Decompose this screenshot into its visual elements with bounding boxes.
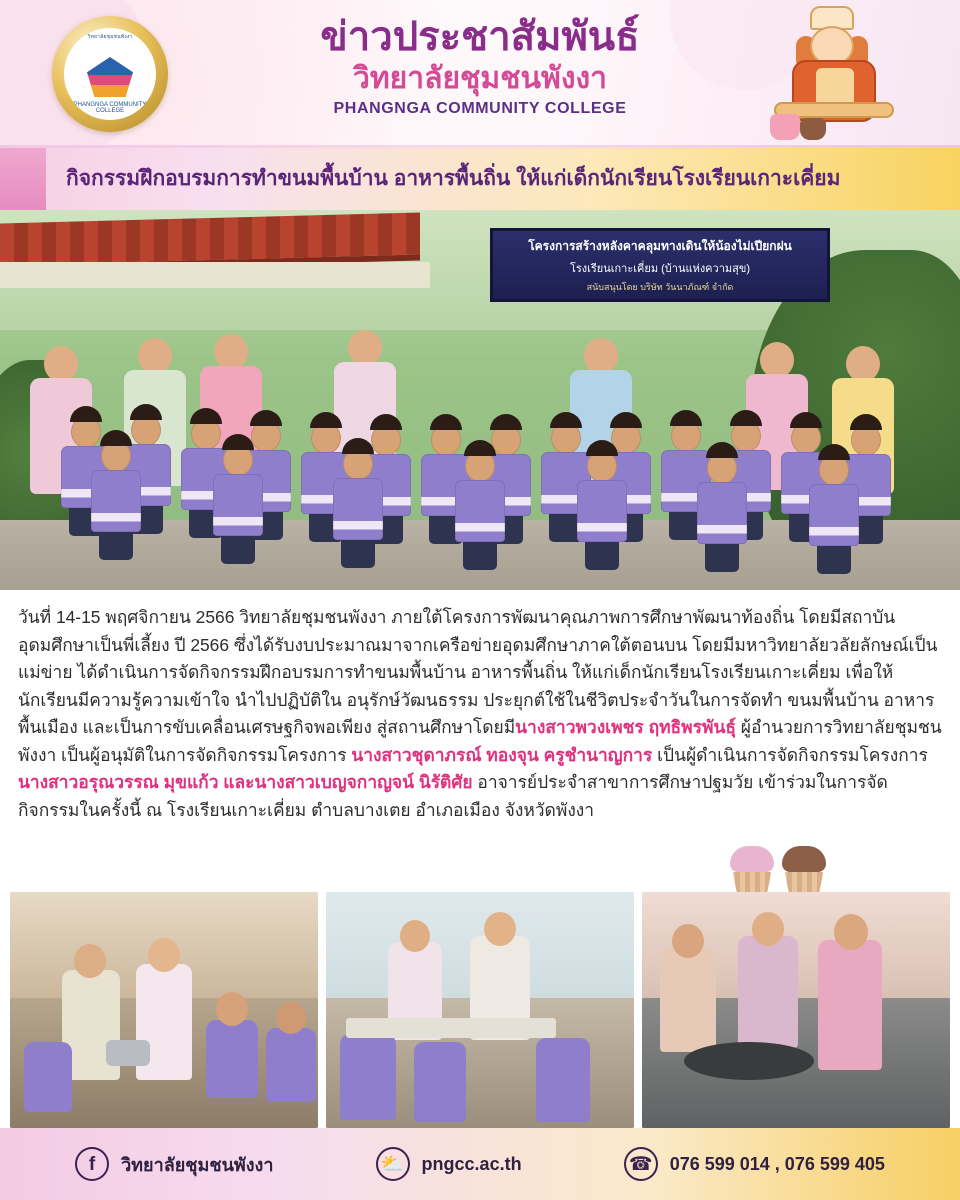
- hero-person-head: [584, 338, 618, 374]
- hero-student-legs: [817, 546, 851, 574]
- photo-person-head: [672, 924, 704, 958]
- hero-student: [452, 434, 508, 570]
- phone-icon: ☎: [624, 1147, 658, 1181]
- footer-facebook[interactable]: [75, 1147, 273, 1181]
- hero-student: [806, 438, 862, 574]
- poster-header: [0, 0, 960, 148]
- hero-student-legs: [463, 542, 497, 570]
- hero-student-shirt: [697, 482, 747, 544]
- hero-student-shirt: [809, 484, 859, 546]
- photo-pan-cooking-3: [642, 892, 950, 1128]
- cupcake-chocolate-icon: [800, 118, 826, 140]
- hero-student-hair: [430, 414, 462, 430]
- hero-student-hair: [100, 430, 132, 446]
- photo-person-head: [834, 914, 868, 950]
- hero-banner-line2: โรงเรียนเกาะเคี่ยม (บ้านแห่งความสุข): [569, 262, 751, 275]
- hero-banner-line1: โครงการสร้างหลังคาคลุมทางเดินให้น้องไม่เปียกฝน: [528, 238, 792, 253]
- page-title: ข่าวประชาสัมพันธ์: [320, 15, 640, 59]
- hero-student-hair: [670, 410, 702, 426]
- cupcake-pink-icon: [770, 114, 800, 140]
- article-text: ผู้อำนวยการวิทยาลัยชุมชนพังงา เป็นผู้อนุมัติในการจัดกิจกรรมโครงการ: [18, 717, 942, 765]
- photo-student-head: [216, 992, 248, 1026]
- hero-student-hair: [70, 406, 102, 422]
- photo-student: [24, 1042, 72, 1112]
- cupcake-chocolate-icon: [782, 846, 826, 892]
- hero-student-legs: [705, 544, 739, 572]
- photo-workshop-table-2: [326, 892, 634, 1128]
- photo-person-head: [752, 912, 784, 946]
- hero-photo: [0, 210, 960, 590]
- footer-phone[interactable]: [624, 1147, 885, 1181]
- headline-banner: [0, 148, 960, 210]
- photo-student: [536, 1038, 590, 1122]
- hero-student-legs: [341, 540, 375, 568]
- photo-table: [346, 1018, 556, 1038]
- headline-text: กิจกรรมฝึกอบรมการทำขนมพื้นบ้าน อาหารพื้นถิ่น ให้แก่เด็กนักเรียนโรงเรียนเกาะเคี่ยม: [66, 167, 841, 191]
- photo-teacher-head: [400, 920, 430, 952]
- article-highlight-name: นางสาวพวงเพชร ฤทธิพรพันธุ์: [515, 717, 736, 737]
- hero-person-head: [846, 346, 880, 382]
- article-text: อาจารย์ประจำสาขาการศึกษาปฐมวัย เข้าร่วมในการจัดกิจกรรมในครั้งนี้ ณ โรงเรียนเกาะเคี่ยม ตำบลบางเตย อำเภอเมือง จังหวัดพังงา: [18, 772, 888, 820]
- hero-person-head: [214, 334, 248, 370]
- chef-mascot-icon: [766, 6, 916, 146]
- article-text: วันที่ 14-15 พฤศจิกายน 2566 วิทยาลัยชุมชนพังงา ภายใต้โครงการพัฒนาคุณภาพการศึกษาพัฒนาท้องถิ่น โดยมีสถาบันอุดมศึกษาเป็นพี่เลี้ยง ปี 2566 ซึ่งได้รับงบประมาณมาจากเครือข่ายอุดมศึกษาภาคใต้ตอนบน โดยมีมหาวิทยาลัยวลัยลักษณ์เป็นแม่ข่าย ได้ดำเนินการจัดกิจกรรมฝึกอบรมการทำขนมพื้นบ้าน อาหารพื้นถิ่น ให้แก่เด็กนักเรียนโรงเรียนเกาะเคี่ยม เพื่อให้นักเรียนมีความรู้ความเข้าใจ นำไปปฏิบัติใน อนุรักษ์วัฒนธรรม ประยุกต์ใช้ในชีวิตประจำวันในการจัดทำ ขนมพื้นบ้าน อาหารพื้นเมือง และเป็นการขับเคลื่อนเศรษฐกิจพอเพียง สู่สถานศึกษาโดยมี: [18, 607, 938, 737]
- footer-phone-label: 076 599 014 , 076 599 405: [669, 1153, 885, 1174]
- hero-student-hair: [250, 410, 282, 426]
- hero-student-hair: [550, 412, 582, 428]
- photo-student: [206, 1020, 258, 1098]
- cupcake-frosting: [730, 846, 774, 872]
- photo-person: [660, 948, 716, 1052]
- hero-student-hair: [586, 440, 618, 456]
- frying-pan-icon: [684, 1042, 814, 1080]
- photo-student-head: [276, 1002, 306, 1034]
- photo-teacher-head: [484, 912, 516, 946]
- footer-website-label: pngcc.ac.th: [421, 1153, 522, 1174]
- poster-footer: [0, 1128, 960, 1200]
- cupcake-base: [730, 872, 774, 892]
- cupcake-decoration: [730, 834, 840, 892]
- photo-student: [340, 1034, 396, 1120]
- hero-student-hair: [464, 440, 496, 456]
- hero-student-hair: [370, 414, 402, 430]
- hero-person-head: [138, 338, 172, 374]
- hero-student-hair: [130, 404, 162, 420]
- hero-student: [694, 436, 750, 572]
- photo-person-head: [74, 944, 106, 978]
- hero-person-head: [760, 342, 794, 378]
- hero-person-head: [348, 330, 382, 366]
- hero-student-hair: [706, 442, 738, 458]
- photo-cooking-pot: [106, 1040, 150, 1066]
- article-highlight-name: นางสาวชุดาภรณ์ ทองจุน ครูชำนาญการ: [351, 744, 653, 765]
- hero-student-legs: [585, 542, 619, 570]
- article-body: [0, 590, 960, 892]
- footer-website[interactable]: [376, 1147, 522, 1181]
- cupcake-frosting: [782, 846, 826, 872]
- hero-student-hair: [190, 408, 222, 424]
- logo-text-bottom: PHANGNGA COMMUNITY COLLEGE: [73, 102, 147, 114]
- photo-student: [266, 1028, 316, 1102]
- hero-student-hair: [818, 444, 850, 460]
- photo-person-head: [148, 938, 180, 972]
- hero-student-hair: [610, 412, 642, 428]
- hero-student-hair: [850, 414, 882, 430]
- hero-student-hair: [490, 414, 522, 430]
- hero-student: [330, 432, 386, 568]
- hero-banner-sign: [490, 228, 830, 302]
- page-title-english: PHANGNGA COMMUNITY COLLEGE: [333, 100, 627, 118]
- globe-icon: ⛅: [376, 1147, 410, 1181]
- hero-student-shirt: [91, 470, 141, 532]
- hero-student-hair: [342, 438, 374, 454]
- hero-student-hair: [790, 412, 822, 428]
- hero-student-hair: [730, 410, 762, 426]
- cupcake-blueberry-icon: [730, 846, 774, 892]
- footer-facebook-label: วิทยาลัยชุมชนพังงา: [121, 1154, 274, 1175]
- photo-person: [818, 940, 882, 1070]
- hero-student-shirt: [333, 478, 383, 540]
- hero-student-shirt: [213, 474, 263, 536]
- logo-text-top: วิทยาลัยชุมชนพังงา: [87, 34, 133, 40]
- hero-student-shirt: [577, 480, 627, 542]
- photo-person: [738, 936, 798, 1048]
- hero-student-hair: [222, 434, 254, 450]
- hero-student-hair: [310, 412, 342, 428]
- hero-student-shirt: [455, 480, 505, 542]
- cupcake-base: [782, 872, 826, 892]
- hero-student-legs: [99, 532, 133, 560]
- photo-gallery: [0, 892, 960, 1128]
- photo-cooking-demo-1: [10, 892, 318, 1128]
- hero-student: [574, 434, 630, 570]
- page-subtitle: วิทยาลัยชุมชนพังงา: [353, 62, 607, 96]
- hero-building-awning: [0, 262, 430, 288]
- article-paragraph: [18, 604, 942, 824]
- article-text: เป็นผู้ดำเนินการจัดกิจกรรมโครงการ: [652, 744, 928, 765]
- hero-person-head: [44, 346, 78, 382]
- hero-student: [210, 428, 266, 564]
- hero-banner-line3: สนับสนุนโดย บริษัท วันนาภัณฑ์ จำกัด: [586, 281, 734, 292]
- facebook-icon: f: [75, 1147, 109, 1181]
- article-highlight-name: นางสาวอรุณวรรณ มุขแก้ว และนางสาวเบญจกาญจน์ นิรัติศัย: [18, 772, 473, 792]
- hero-student: [88, 424, 144, 560]
- photo-student: [414, 1042, 466, 1122]
- hero-student-legs: [221, 536, 255, 564]
